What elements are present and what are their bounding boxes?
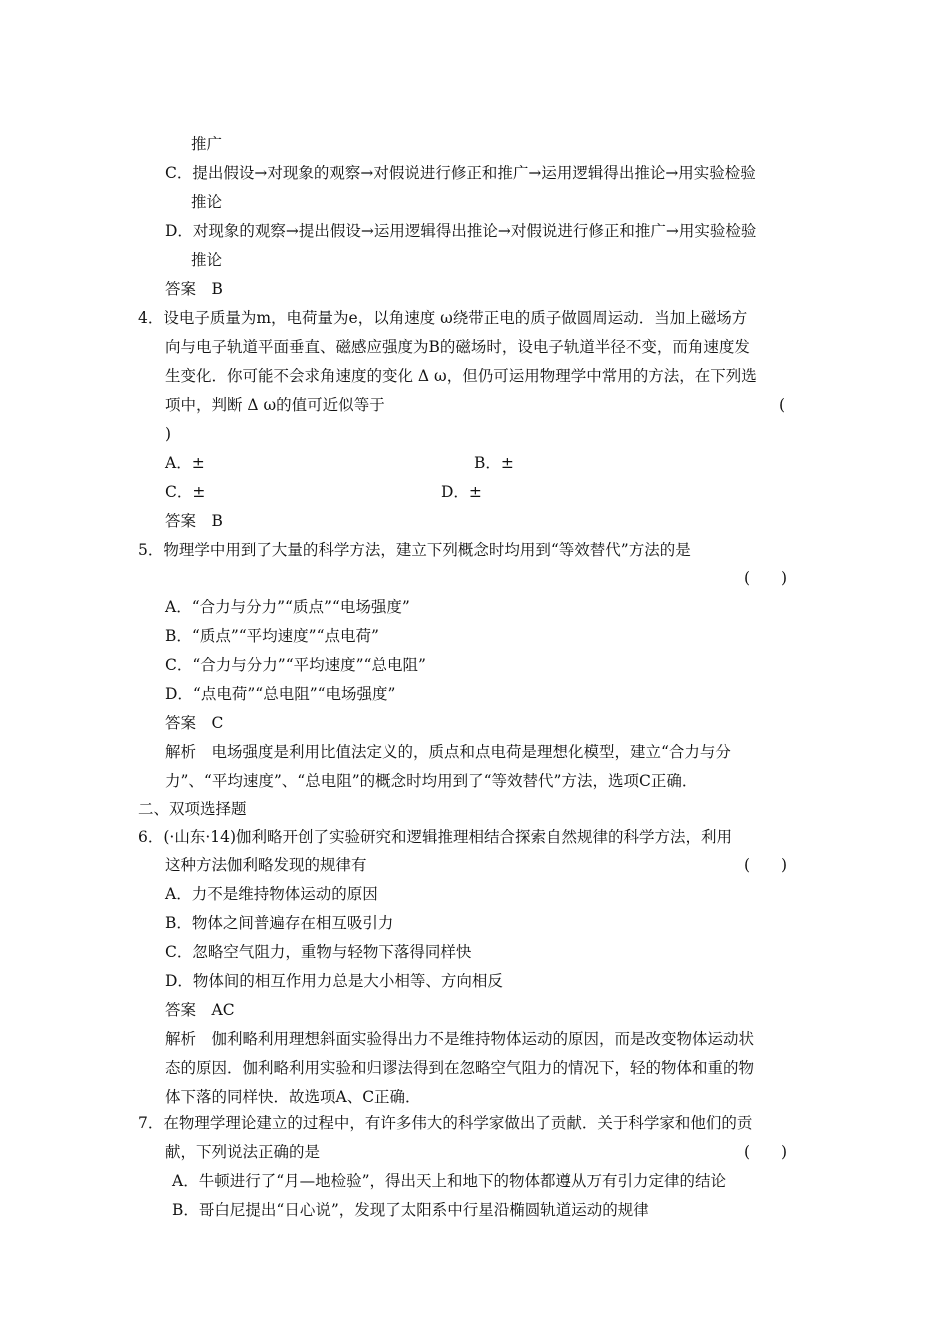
q7-stem-line1: 7．在物理学理论建立的过程中，有许多伟大的科学家做出了贡献．关于科学家和他们的贡 <box>138 1114 753 1132</box>
q4-option-b: B．± <box>474 454 514 472</box>
q5-option-b: B．“质点”“平均速度”“点电荷” <box>165 627 379 645</box>
q6-answer-paren: ( ) <box>744 856 788 874</box>
q6-stem-line2: 这种方法伽利略发现的规律有 <box>165 856 367 874</box>
q4-stem-line4: 项中，判断 Δ ω的值可近似等于 <box>165 396 385 414</box>
q5-option-c: C．“合力与分力”“平均速度”“总电阻” <box>165 656 426 674</box>
q3-option-c: C．提出假设→对现象的观察→对假说进行修正和推广→运用逻辑得出推论→用实验检验 <box>165 164 756 182</box>
q7-option-a: A．牛顿进行了“月—地检验”，得出天上和地下的物体都遵从万有引力定律的结论 <box>172 1172 727 1190</box>
q4-answer-paren-close: ) <box>165 425 172 443</box>
q5-option-d: D．“点电荷”“总电阻”“电场强度” <box>165 685 396 703</box>
q7-option-b: B．哥白尼提出“日心说”，发现了太阳系中行星沿椭圆轨道运动的规律 <box>172 1201 649 1219</box>
q3-option-c-tail: 推论 <box>191 193 223 211</box>
q3-option-d-tail: 推论 <box>191 251 223 269</box>
q6-option-b: B．物体之间普遍存在相互吸引力 <box>165 914 394 932</box>
q5-option-a: A．“合力与分力”“质点”“电场强度” <box>165 598 410 616</box>
q6-option-d: D．物体间的相互作用力总是大小相等、方向相反 <box>165 972 503 990</box>
q5-answer: 答案 C <box>165 714 224 732</box>
q4-option-c: C．± <box>165 483 206 501</box>
q5-stem: 5．物理学中用到了大量的科学方法，建立下列概念时均用到“等效替代”方法的是 <box>138 541 691 559</box>
q4-stem-line3: 生变化．你可能不会求角速度的变化 Δ ω，但仍可运用物理学中常用的方法，在下列选 <box>165 367 757 385</box>
q7-stem-line2: 献，下列说法正确的是 <box>165 1143 321 1161</box>
q4-option-d: D．± <box>441 483 482 501</box>
q5-answer-paren: ( ) <box>744 569 788 587</box>
q6-option-c: C．忽略空气阻力，重物与轻物下落得同样快 <box>165 943 472 961</box>
q4-answer-paren-open: ( <box>779 396 786 414</box>
q5-analysis-line2: 力”、“平均速度”、“总电阻”的概念时均用到了“等效替代”方法，选项C正确． <box>165 772 698 790</box>
q7-answer-paren: ( ) <box>744 1143 788 1161</box>
q4-stem-line1: 4．设电子质量为m，电荷量为e，以角速度 ω绕带正电的质子做圆周运动．当加上磁场方 <box>138 309 748 327</box>
q6-analysis-line2: 态的原因．伽利略利用实验和归谬法得到在忽略空气阻力的情况下，轻的物体和重的物 <box>165 1059 755 1077</box>
q3-option-b-tail: 推广 <box>191 135 223 153</box>
q4-option-a: A．± <box>165 454 205 472</box>
section-heading: 二、双项选择题 <box>138 800 247 818</box>
q4-answer: 答案 B <box>165 512 223 530</box>
q6-analysis-line3: 体下落的同样快．故选项A、C正确． <box>165 1088 421 1106</box>
q6-analysis-line1: 解析 伽利略利用理想斜面实验得出力不是维持物体运动的原因，而是改变物体运动状 <box>165 1030 755 1048</box>
q5-analysis-line1: 解析 电场强度是利用比值法定义的，质点和点电荷是理想化模型，建立“合力与分 <box>165 743 731 761</box>
q4-stem-line2: 向与电子轨道平面垂直、磁感应强度为B的磁场时，设电子轨道半径不变，而角速度发 <box>165 338 750 356</box>
q3-option-d: D．对现象的观察→提出假设→运用逻辑得出推论→对假说进行修正和推广→用实验检验 <box>165 222 757 240</box>
q6-answer: 答案 AC <box>165 1001 235 1019</box>
q3-answer: 答案 B <box>165 280 223 298</box>
q6-stem-line1: 6．(·山东·14)伽利略开创了实验研究和逻辑推理相结合探索自然规律的科学方法，利用 <box>138 828 733 846</box>
q6-option-a: A．力不是维持物体运动的原因 <box>165 885 378 903</box>
